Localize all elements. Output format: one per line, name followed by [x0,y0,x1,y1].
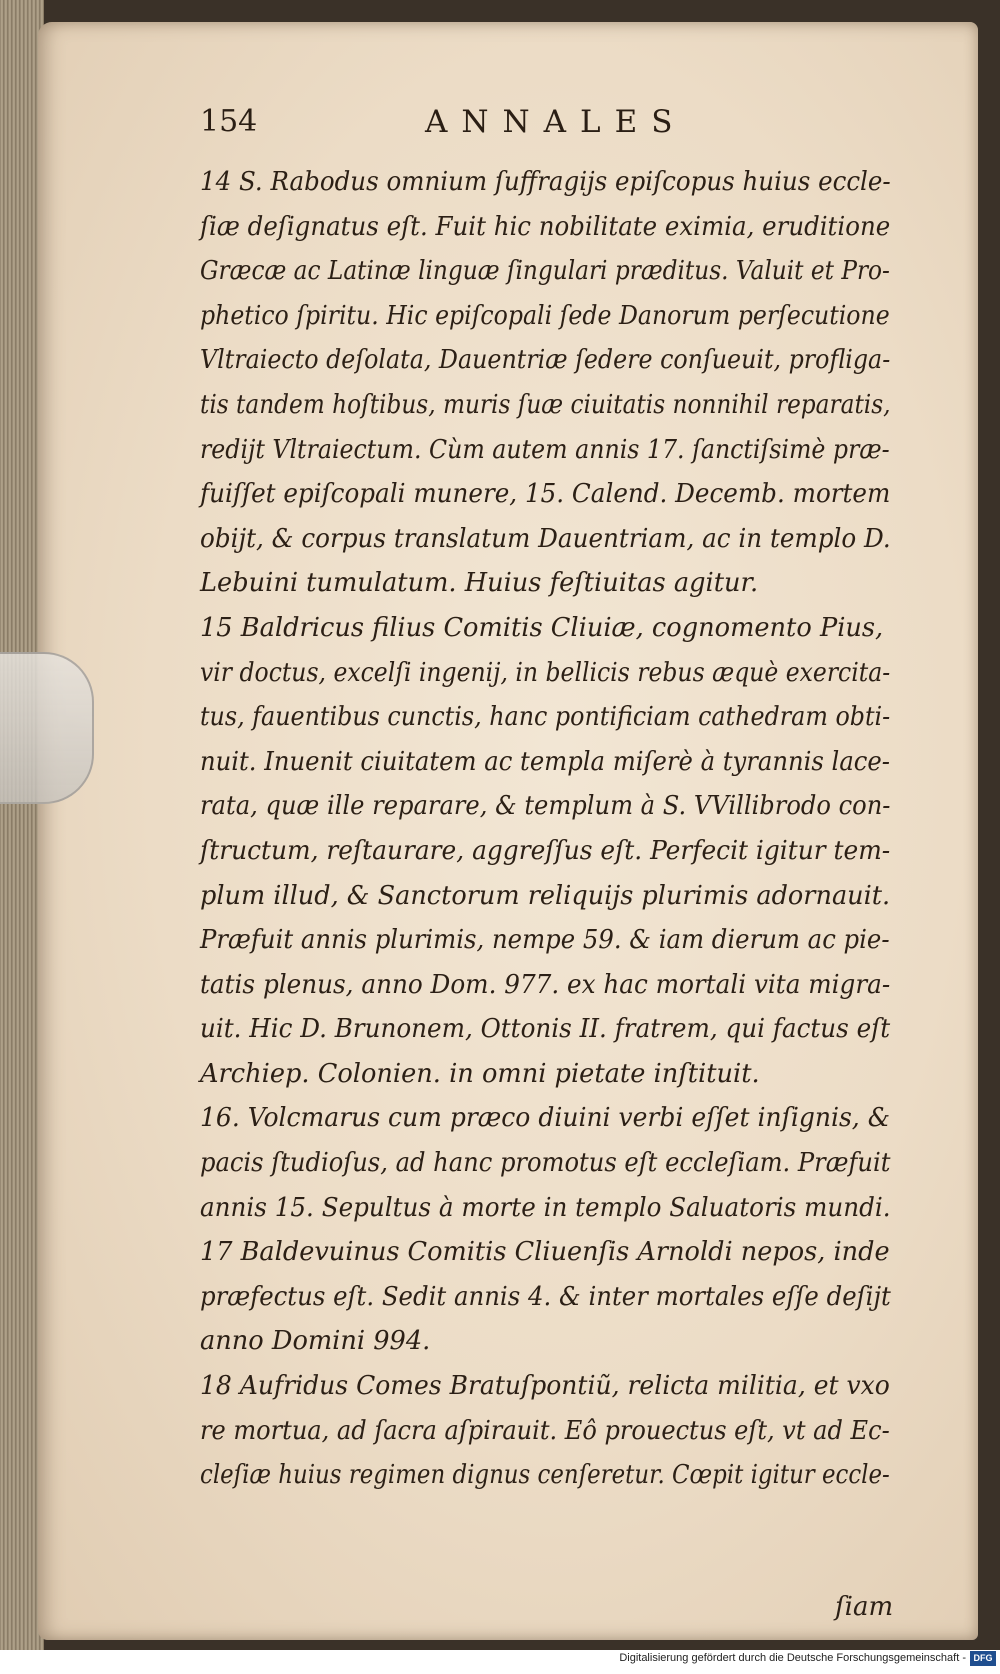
dfg-logo: DFG [970,1651,996,1666]
text-line: 17 Baldevuinus Comitis Cliuenſis Arnoldi nepos, inde [200,1237,890,1268]
text-line: tatis plenus, anno Dom. 977. ex hac mortali vita migra- [200,969,891,1000]
text-line: plum illud, & Sanctorum reliquijs plurimis adornauit. [200,880,891,911]
text-line: annis 15. Sepultus à morte in templo Saluatoris mundi. [200,1192,891,1223]
text-line: cleſiæ huius regimen dignus cenſeretur. Cœpit igitur eccle- [200,1460,890,1491]
text-line: Græcæ ac Latinæ linguæ ſingulari præditus. Valuit et Pro- [200,256,890,287]
text-line: re mortua, ad ſacra aſpirauit. Eô prouectus eſt, vt ad Ec- [200,1415,890,1446]
catchword: ſiam [835,1592,894,1622]
text-line: Vltraiecto deſolata, Dauentriæ ſedere conſueuit, profliga- [200,345,891,376]
text-line: Archiep. Colonien. in omni pietate inſtituit. [200,1058,760,1089]
page-header [200,104,760,148]
text-line: Præfuit annis plurimis, nempe 59. & iam dierum ac pie- [200,925,890,956]
text-line: præfectus eſt. Sedit annis 4. & inter mortales eſſe deſijt [200,1281,891,1312]
text-line: uit. Hic D. Brunonem, Ottonis II. fratrem, qui factus eſt [200,1014,891,1045]
text-line: ſtructum, reſtaurare, aggreſſus eſt. Perfecit igitur tem- [200,835,891,866]
text-line: 18 Aufridus Comes Bratuſpontiũ, relicta militia, et vxo [200,1371,890,1402]
text-line: anno Domini 994. [200,1326,431,1357]
digitization-credit: Digitalisierung gefördert durch die Deutsche Forschungsgemeinschaft - [619,1652,966,1664]
text-line: vir doctus, excelſi ingenij, in bellicis rebus æquè exercita- [200,657,891,688]
text-line: tus, fauentibus cunctis, hanc pontificiam cathedram obti- [200,702,891,733]
running-head: ANNALES [425,104,687,140]
page-number: 154 [200,104,258,139]
text-line: tis tandem hoſtibus, muris ſuæ ciuitatis nonnihil reparatis, [200,389,891,420]
text-line: Lebuini tumulatum. Huius feſtiuitas agitur. [200,568,759,599]
text-line: obijt, & corpus translatum Dauentriam, ac in templo D. [200,523,891,554]
text-line: rata, quæ ille reparare, & templum à S. VVillibrodo con- [200,791,891,822]
text-line: redijt Vltraiectum. Cùm autem annis 17. ſanctiſsimè præ- [200,434,890,465]
text-line: pacis ſtudioſus, ad hanc promotus eſt eccleſiam. Præfuit [200,1148,891,1179]
body-text [200,160,900,1498]
text-line: fuiſſet epiſcopali munere, 15. Calend. Decemb. mortem [200,479,891,510]
text-line: ſiæ deſignatus eſt. Fuit hic nobilitate eximia, eruditione [200,211,891,242]
text-line: phetico ſpiritu. Hic epiſcopali ſede Danorum perſecutione [200,300,890,331]
bookmark-clip [0,652,94,804]
text-line: 16. Volcmarus cum præco diuini verbi eſſet inſignis, & [200,1103,890,1134]
text-line: 14 S. Rabodus omnium ſuffragijs epiſcopus huius eccle- [200,167,891,197]
text-line: 15 Baldricus filius Comitis Cliuiæ, cognomento Pius, [200,612,884,643]
text-line: nuit. Inuenit ciuitatem ac templa miſerè à tyrannis lace- [200,746,890,777]
